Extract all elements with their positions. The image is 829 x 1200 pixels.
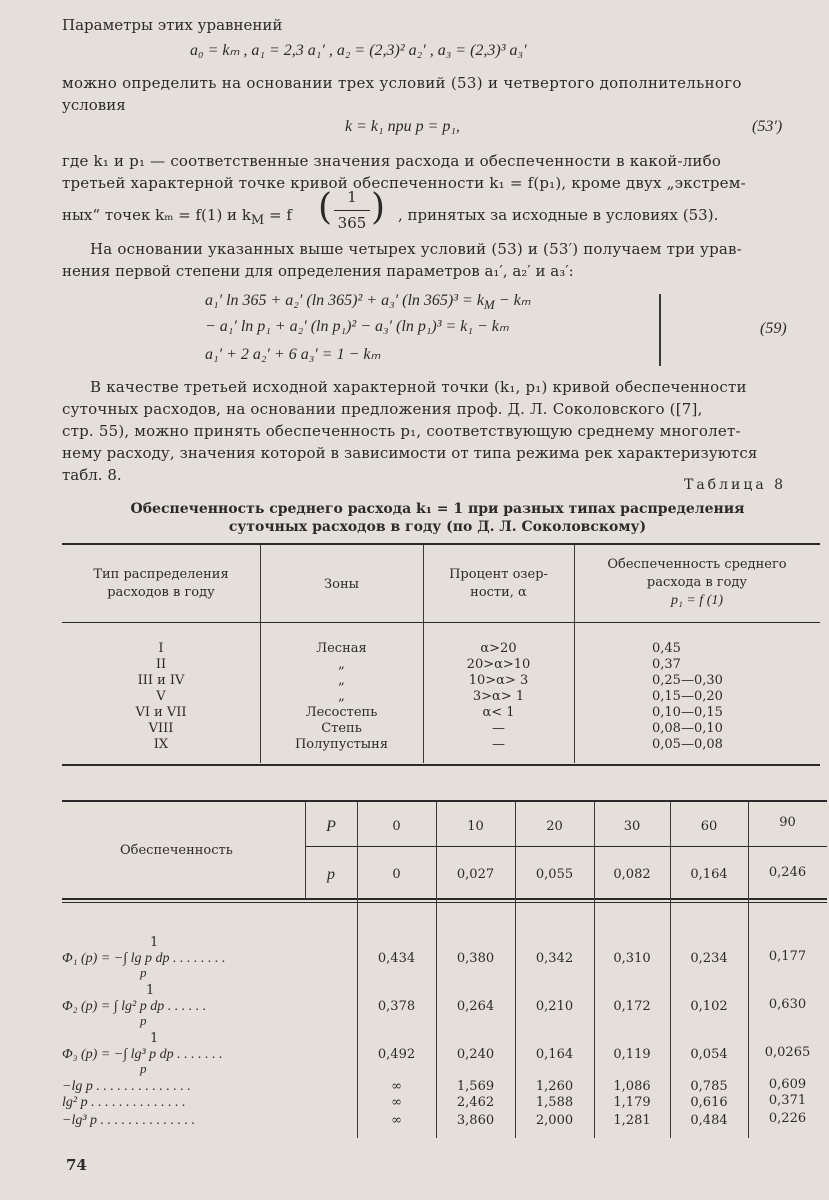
table-label: Таблица 8 [684,477,787,493]
paragraph-line: суточных расходов, на основании предложения проф. Д. Л. Соколовского ([7], [62,400,703,418]
paragraph-line: нему расходу, значения которой в зависимости от типа режима рек характеризуются [62,444,758,462]
paren-right: ) [371,187,386,228]
paragraph-line: где k₁ и p₁ — соответственные значения расхода и обеспеченности в какой-либо [62,152,722,170]
equation-number: (53′) [752,118,783,135]
table-title: суточных расходов в году (по Д. Л. Соколовскому) [228,519,647,535]
column-header: Тип распределения [93,567,229,582]
row-label-p: p [327,866,335,883]
table-rule [62,898,827,900]
table-rule [62,543,820,545]
column-header: Зоны [324,577,359,592]
book-page: Параметры этих уравнений a₀ = kₘ , a₁ = 2,3 a₁′ , a₂ = (2,3)² a₂′ , a₃ = (2,3)³ a₃′ можно определить на основании трех условий (53) и четвертого дополнительного условия k = k₁ при p = p₁, (53′) где k₁ и p₁ — соответственные значения расхода и обеспеченности в какой-либо третьей характерной точке кривой обеспеченности k₁ = f(p₁), кроме двух „экстрем- ных“ точек kₘ = f(1) и $k_M = f$ ( 1 365 ) , принятых за исходные в условиях (53). На основании указанных выше четырех условий (53) и (53′) получаем три урав- нения первой степени для определения параметров a₁′, a₂′ и a₃′: a₁′ ln 365 + a₂′ (ln 365)² + a₃′ (ln $365)^3 = k_M - k_m$ − a₁′ ln p₁ + a₂′ (ln p₁)² − a₃′ (ln p₁)³ = k₁ − kₘ a₁′ + 2 a₂′ + 6 a₃′ = 1 − kₘ (59) В качестве третьей исходной характерной точки (k₁, p₁) кривой обеспеченности суточных расходов, на основании предложения проф. Д. Л. Соколовского ([7], стр. 55), можно принять обеспеченность p₁, соответствующую среднему многолет- нему расходу, значения которой в зависимости от типа режима рек характеризуются табл. 8. Таблица 8 Обеспеченность среднего расхода k₁ = 1 при разных типах распределения суточных расходов в году (по Д. Л. Соколовскому) Тип распределения расходов в году Зоны Процент озер- ности, α Обеспеченность среднего расхода в году p₁ = f (1) I Лесная α>20 0,45 II „ 20>α>10 0,37 III и IV „ 10>α> 3 0,25—0,30 V „ 3>α> 1 0,15—0,20 VI и VII Лесостепь α< 1 0,10—0,15 VIII Степь — 0,08—0,10 IX Полупустыня — 0,05—0,08 Обеспеченность P p 0 10 20 30 60 90 0 0,027 0,055 0,082 0,164 0,246 1 p Φ₁ (p) = −∫ lg p dp . . . . . . . . 0,434 0,380 0,342 0,310 0,234 0,177 1 p Φ₂ (p) = ∫ lg² p dp . . . . . . 0,378 0,264 0,210 0,172 0,102 0,630 1 p Φ₃ (p) = −∫ lg³ p dp . . . . . . . 0,492 0,240 0,164 0,119 0,054 0,0265 −lg p . . . . . . . . . . . . . . ∞ 1,569 1,260 1,086 0,785 0,609 lg² p . . . . . . . . . . . . . . ∞ 2,462 1,588 1,179 0,616 0,371 −lg³ p . . . . . . . . . . . . . . ∞ 3,860 2,000 1,281 0,484 0,226 74 [0,0,829,1200]
table-rule [62,622,820,623]
row-header: Обеспеченность [120,843,233,858]
row-label-P: P [326,818,336,835]
paragraph-line: табл. 8. [62,466,122,484]
system-equation-3: a₁′ + 2 a₂′ + 6 a₃′ = 1 − kₘ [205,346,381,363]
paragraph-line: можно определить на основании трех условий (53) и четвертого дополнительного [62,74,742,92]
page-number: 74 [66,1156,87,1174]
system-bracket [655,294,661,366]
paragraph-intro: Параметры этих уравнений [62,16,283,34]
system-equation-2: − a₁′ ln p₁ + a₂′ (ln p₁)² − a₃′ (ln p₁)³ = k₁ − kₘ [205,318,509,335]
column-header: ности, α [470,585,527,600]
table-rule [62,902,827,903]
column-header: Процент озер- [449,567,548,582]
fraction-denominator: 365 [337,214,367,232]
paragraph-line: третьей характерной точке кривой обеспеченности k₁ = f(p₁), кроме двух „экстрем- [62,174,746,192]
table-rule [62,764,820,766]
paragraph-line: В качестве третьей исходной характерной точки (k₁, p₁) кривой обеспеченности [90,378,747,396]
table-title: Обеспеченность среднего расхода k₁ = 1 при разных типах распределения [130,501,745,517]
column-header: расхода в году [646,575,748,590]
equation-53prime: k = k₁ при p = p₁, [345,118,460,135]
paragraph-line: стр. 55), можно принять обеспеченность p₁, соответствующую среднему многолет- [62,422,741,440]
equation-number: (59) [760,320,787,337]
column-header: Обеспеченность среднего [607,557,787,572]
fraction-numerator: 1 [347,188,357,206]
table-rule [62,800,827,802]
fraction-bar [334,210,370,211]
paragraph-line: ных“ точек kₘ = f(1) и $k_M = f$ [62,206,292,228]
paragraph-line: На основании указанных выше четырех условий (53) и (53′) получаем три урав- [90,240,742,258]
paragraph-line: , принятых за исходные в условиях (53). [398,206,719,224]
column-header: p₁ = f (1) [670,593,724,608]
column-header: расходов в году [107,585,215,600]
paren-left: ( [318,187,333,228]
paragraph-line: условия [62,96,126,114]
paragraph-line: нения первой степени для определения параметров a₁′, a₂′ и a₃′: [62,262,574,280]
system-equation-1: a₁′ ln 365 + a₂′ (ln 365)² + a₃′ (ln $365)^3 = k_M - k_m$ [205,292,531,313]
equation-parameters: a₀ = kₘ , a₁ = 2,3 a₁′ , a₂ = (2,3)² a₂′ , a₃ = (2,3)³ a₃′ [190,42,527,59]
